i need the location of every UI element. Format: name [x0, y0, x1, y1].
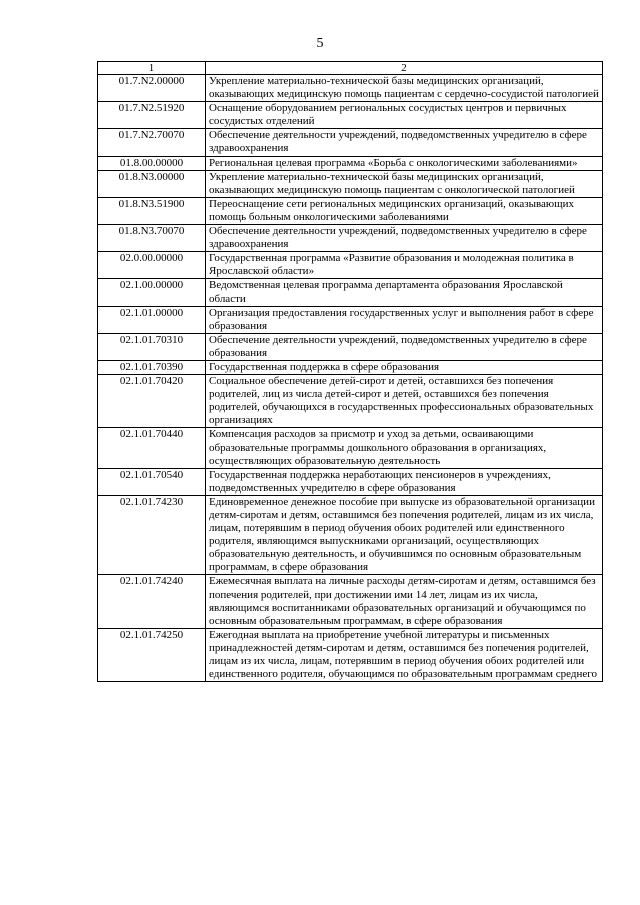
row-code: 02.1.01.74250 [98, 628, 206, 681]
row-description: Обеспечение деятельности учреждений, подведомственных учредителю в сфере образования [206, 333, 603, 360]
row-description: Государственная программа «Развитие образования и молодежная политика в Ярославской области» [206, 252, 603, 279]
row-description: Обеспечение деятельности учреждений, подведомственных учредителю в сфере здравоохранения [206, 225, 603, 252]
table-row [98, 575, 603, 628]
row-code: 02.1.01.70420 [98, 375, 206, 428]
table-row [98, 428, 603, 468]
row-code: 02.0.00.00000 [98, 252, 206, 279]
row-description: Государственная поддержка неработающих пенсионеров в учреждениях, подведомственных учредителю в сфере образования [206, 468, 603, 495]
row-code: 01.8.N3.00000 [98, 170, 206, 197]
table-header-row [98, 62, 603, 75]
table-row [98, 197, 603, 224]
row-code: 02.1.01.70440 [98, 428, 206, 468]
table-row [98, 333, 603, 360]
row-code: 02.1.01.70390 [98, 360, 206, 374]
row-description: Социальное обеспечение детей-сирот и детей, оставшихся без попечения родителей, лиц из числа детей-сирот и детей, оставшихся без попечения родителей, обучающихся в государственных профессиональных образовательных организациях [206, 375, 603, 428]
row-code: 01.8.N3.70070 [98, 225, 206, 252]
row-code: 01.7.N2.00000 [98, 75, 206, 102]
row-description: Организация предоставления государственных услуг и выполнения работ в сфере образования [206, 306, 603, 333]
row-code: 02.1.01.74230 [98, 495, 206, 575]
column-header-code: 1 [98, 62, 206, 75]
row-description: Укрепление материально-технической базы медицинских организаций, оказывающих медицинскую помощь пациентам с онкологической патологией [206, 170, 603, 197]
row-description: Укрепление материально-технической базы медицинских организаций, оказывающих медицинскую помощь пациентам с сердечно-сосудистой патологией [206, 75, 603, 102]
row-code: 01.7.N2.51920 [98, 102, 206, 129]
page-number: 5 [316, 36, 324, 51]
row-code: 01.7.N2.70070 [98, 129, 206, 156]
table-row [98, 375, 603, 428]
row-description: Региональная целевая программа «Борьба с онкологическими заболеваниями» [206, 156, 603, 170]
table-row [98, 628, 603, 681]
table-row [98, 156, 603, 170]
table-row [98, 225, 603, 252]
row-description: Ежемесячная выплата на личные расходы детям-сиротам и детям, оставшимся без попечения родителей, при достижении ими 14 лет, лицам из их числа, являющимся воспитанниками образовательных организаций и обучающимся по основным образовательным программам, в сфере образования [206, 575, 603, 628]
column-header-name: 2 [206, 62, 603, 75]
row-description: Ведомственная целевая программа департамента образования Ярославской области [206, 279, 603, 306]
row-code: 02.1.01.74240 [98, 575, 206, 628]
table-row [98, 468, 603, 495]
table-row [98, 252, 603, 279]
row-description: Обеспечение деятельности учреждений, подведомственных учредителю в сфере здравоохранения [206, 129, 603, 156]
table-row [98, 129, 603, 156]
table-row [98, 102, 603, 129]
row-description: Оснащение оборудованием региональных сосудистых центров и первичных сосудистых отделений [206, 102, 603, 129]
row-description: Государственная поддержка в сфере образования [206, 360, 603, 374]
table-row [98, 306, 603, 333]
row-code: 02.1.01.70310 [98, 333, 206, 360]
table-row [98, 75, 603, 102]
budget-classification-table [97, 61, 603, 682]
row-code: 02.1.00.00000 [98, 279, 206, 306]
row-description: Компенсация расходов за присмотр и уход за детьми, осваивающими образовательные программы дошкольного образования в организациях, осуществляющих образовательную деятельность [206, 428, 603, 468]
row-description: Единовременное денежное пособие при выпуске из образовательной организации детям-сиротам и детям, оставшимся без попечения родителей, лицам из их числа, лицам, потерявшим в период обучения обоих родителей или единственного родителя, являющимся выпускниками организаций, осуществляющих образовательную деятельность, и обучившимся по основным образовательным программам, в сфере образования [206, 495, 603, 575]
table-row [98, 279, 603, 306]
table-row [98, 360, 603, 374]
row-code: 02.1.01.00000 [98, 306, 206, 333]
row-description: Ежегодная выплата на приобретение учебной литературы и письменных принадлежностей детям-сиротам и детям, оставшимся без попечения родителей, лицам из их числа, лицам, потерявшим в период обучения обоих родителей или единственного родителя, обучающимся по образовательным программам среднего [206, 628, 603, 681]
row-description: Переоснащение сети региональных медицинских организаций, оказывающих помощь больным онкологическими заболеваниями [206, 197, 603, 224]
row-code: 02.1.01.70540 [98, 468, 206, 495]
row-code: 01.8.N3.51900 [98, 197, 206, 224]
table-row [98, 495, 603, 575]
row-code: 01.8.00.00000 [98, 156, 206, 170]
table-row [98, 170, 603, 197]
